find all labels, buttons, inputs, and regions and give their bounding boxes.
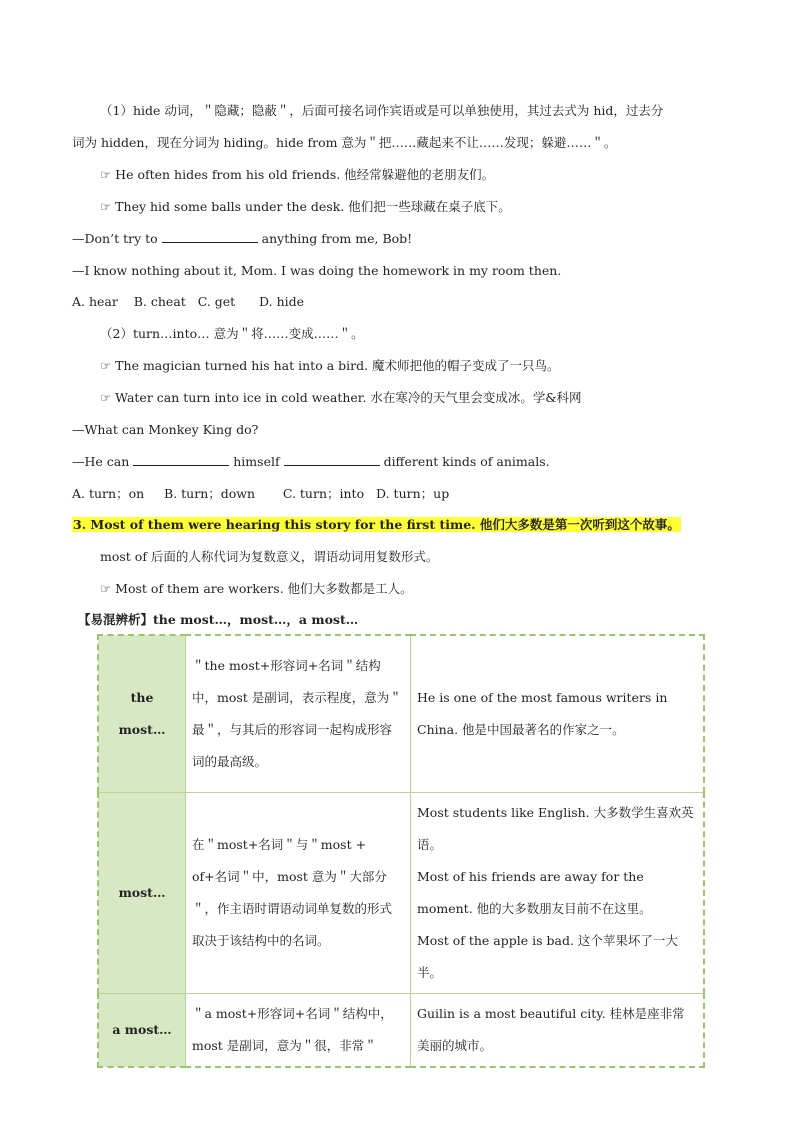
paragraph-hide-line2: 词为 hidden，现在分词为 hiding。hide from 意为＂把……藏起来不让……发现；躲避……＂。: [72, 135, 617, 150]
question2-text-b: himself: [233, 454, 280, 469]
answer-blank: [284, 453, 380, 466]
table-example: Most students like English. 大多数学生喜欢英语。: [417, 805, 694, 852]
question2-text-a: —He can: [72, 454, 130, 469]
paragraph-hide-line1: （1）hide 动词，＂隐藏；隐蔽＂，后面可接名词作宾语或是可以单独使用，其过去式为 hid，过去分: [100, 103, 664, 118]
question1-options: A. hear B. cheat C. get D. hide: [72, 294, 305, 309]
question1-text-a: —Don’t try to: [72, 231, 158, 246]
paragraph-turn-into: （2）turn…into… 意为＂将……变成……＂。: [100, 326, 364, 341]
answer-blank: [162, 230, 258, 243]
example-sentence: ☞ They hid some balls under the desk. 他们把一些球藏在桌子底下。: [100, 199, 511, 214]
description-cell: 在＂most+名词＂与＂most + of+名词＂中，most 意为＂大部分＂，作主语时谓语动词单复数的形式取决于该结构中的名词。: [186, 793, 411, 994]
question1-line2: —I know nothing about it, Mom. I was doing the homework in my room then.: [72, 263, 562, 278]
example-sentence: ☞ Most of them are workers. 他们大多数都是工人。: [100, 581, 413, 596]
answer-blank: [133, 453, 229, 466]
example-sentence: ☞ Water can turn into ice in cold weather. 水在寒冷的天气里会变成冰。学&科网: [100, 390, 582, 405]
confusion-heading: 【易混辨析】the most…，most…，a most…: [78, 612, 359, 627]
table-example: Most of his friends are away for the moment. 他的大多数朋友目前不在这里。: [417, 869, 652, 916]
example-cell: [411, 635, 705, 793]
term-cell: the most…: [98, 635, 186, 793]
term-cell: most…: [98, 793, 186, 994]
description-cell: ＂the most+形容词+名词＂结构中，most 是副词，表示程度，意为＂最＂，与其后的形容词一起构成形容词的最高级。: [186, 635, 411, 793]
example-cell: [411, 793, 705, 994]
term-cell: a most…: [98, 994, 186, 1068]
table-example: Guilin is a most beautiful city. 桂林是座非常美丽的城市。: [417, 1006, 685, 1053]
section3-heading: [72, 516, 681, 534]
table-example: He is one of the most famous writers in China. 他是中国最著名的作家之一。: [417, 690, 668, 737]
table-row: [98, 635, 704, 793]
question1-text-b: anything from me, Bob!: [261, 231, 413, 246]
highlighted-heading: 3. Most of them were hearing this story for the first time. 他们大多数是第一次听到这个故事。: [73, 517, 680, 532]
question2-line1: —What can Monkey King do?: [72, 422, 259, 437]
paragraph-most-of: most of 后面的人称代词为复数意义，谓语动词用复数形式。: [100, 549, 439, 564]
question2-line2: [72, 453, 550, 471]
table-row: [98, 793, 704, 994]
example-cell: [411, 994, 705, 1068]
example-sentence: ☞ He often hides from his old friends. 他经常躲避他的老朋友们。: [100, 167, 495, 182]
table-row: [98, 994, 704, 1068]
question2-options: A. turn；on B. turn；down C. turn；into D. turn；up: [72, 486, 450, 501]
comparison-table: [97, 634, 705, 1068]
example-sentence: ☞ The magician turned his hat into a bird. 魔术师把他的帽子变成了一只鸟。: [100, 358, 560, 373]
question1-line1: [72, 230, 412, 248]
question2-text-c: different kinds of animals.: [383, 454, 550, 469]
description-cell: ＂a most+形容词+名词＂结构中，most 是副词，意为＂很，非常＂: [186, 994, 411, 1068]
table-example: Most of the apple is bad. 这个苹果坏了一大半。: [417, 933, 678, 980]
